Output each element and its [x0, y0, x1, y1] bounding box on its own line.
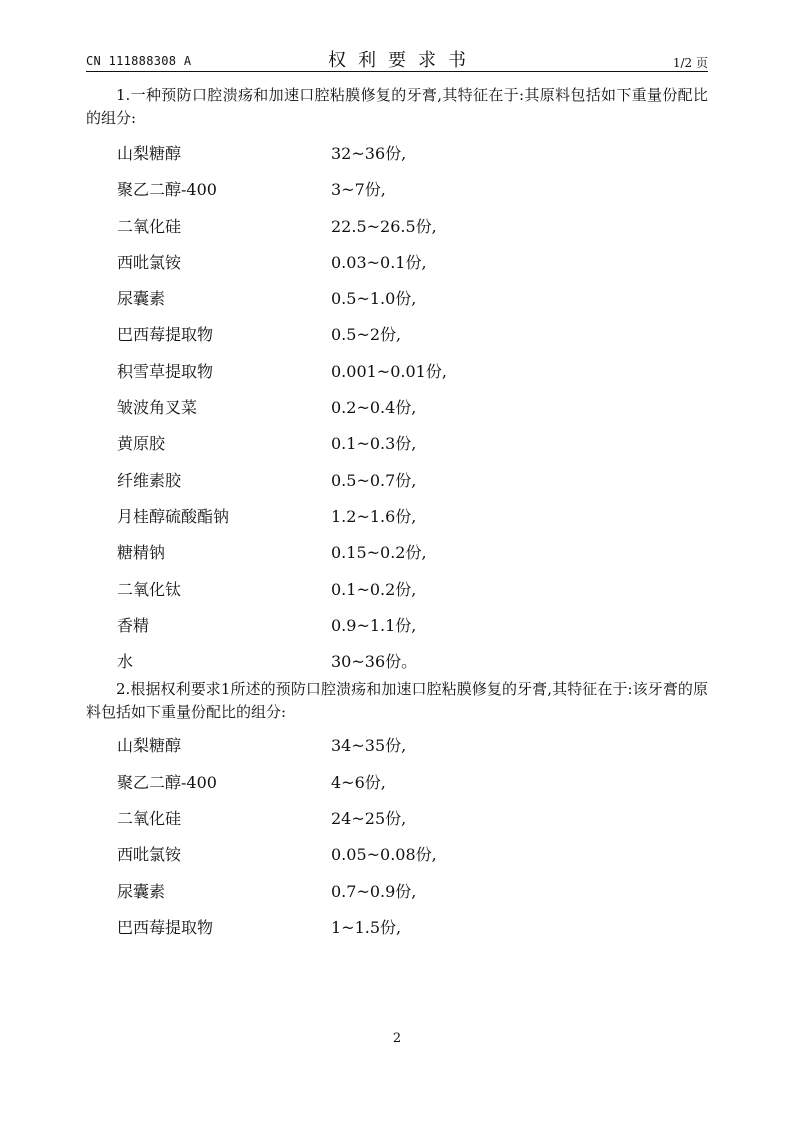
- ingredient-name: 聚乙二醇-400: [117, 772, 217, 792]
- ingredient-row: [86, 568, 708, 604]
- ingredient-row: [86, 132, 708, 168]
- ingredient-name: 山梨糖醇: [117, 736, 182, 756]
- ingredient-amount: 1~1.5份,: [331, 917, 402, 937]
- claim-1: [86, 84, 708, 676]
- ingredient-name: 纤维素胶: [117, 470, 182, 490]
- ingredient-amount: 22.5~26.5份,: [331, 216, 437, 236]
- ingredient-row: [86, 906, 708, 942]
- ingredient-row: [86, 277, 708, 313]
- ingredient-row: [86, 870, 708, 906]
- ingredient-row: [86, 459, 708, 495]
- ingredient-amount: 0.5~1.0份,: [331, 289, 417, 309]
- ingredient-row: [86, 205, 708, 241]
- claim-1-text: 1.一种预防口腔溃疡和加速口腔粘膜修复的牙膏,其特征在于:其原料包括如下重量份配比的组分:: [86, 86, 708, 127]
- ingredient-name: 聚乙二醇-400: [117, 180, 217, 200]
- ingredient-name: 皱波角叉菜: [117, 398, 198, 418]
- ingredient-row: [86, 833, 708, 869]
- ingredient-amount: 30~36份。: [331, 652, 418, 672]
- ingredient-name: 二氧化硅: [117, 809, 182, 829]
- ingredient-row: [86, 640, 708, 676]
- ingredient-amount: 0.001~0.01份,: [331, 361, 447, 381]
- page-header: [86, 44, 708, 70]
- ingredient-name: 积雪草提取物: [117, 361, 214, 381]
- ingredient-amount: 24~25份,: [331, 809, 407, 829]
- ingredient-amount: 0.15~0.2份,: [331, 543, 427, 563]
- ingredient-row: [86, 724, 708, 760]
- ingredient-row: [86, 604, 708, 640]
- ingredient-name: 月桂醇硫酸酯钠: [117, 506, 230, 526]
- ingredient-row: [86, 350, 708, 386]
- header-rule: [86, 71, 708, 72]
- ingredient-row: [86, 531, 708, 567]
- claim-2: [86, 678, 708, 942]
- ingredient-name: 巴西莓提取物: [117, 917, 214, 937]
- ingredient-amount: 0.5~0.7份,: [331, 470, 417, 490]
- claims-body: [86, 84, 708, 942]
- document-title: 权利要求书: [328, 50, 478, 71]
- ingredient-amount: 0.9~1.1份,: [331, 615, 417, 635]
- ingredient-name: 香精: [117, 615, 150, 635]
- claim-2-text: 2.根据权利要求1所述的预防口腔溃疡和加速口腔粘膜修复的牙膏,其特征在于:该牙膏的原料包括如下重量份配比的组分:: [86, 680, 708, 722]
- ingredient-amount: 1.2~1.6份,: [331, 506, 417, 526]
- ingredient-amount: 0.03~0.1份,: [331, 252, 427, 272]
- ingredient-name: 尿囊素: [117, 289, 166, 309]
- ingredient-amount: 0.7~0.9份,: [331, 881, 417, 901]
- ingredient-amount: 34~35份,: [331, 736, 407, 756]
- ingredient-amount: 0.1~0.3份,: [331, 434, 417, 454]
- claim-2-ingredient-list: [86, 724, 708, 942]
- ingredient-row: [86, 761, 708, 797]
- page-indicator: 1/2 页: [672, 56, 708, 70]
- ingredient-row: [86, 495, 708, 531]
- ingredient-name: 二氧化硅: [117, 216, 182, 236]
- claim-1-ingredient-list: [86, 132, 708, 676]
- ingredient-row: [86, 797, 708, 833]
- ingredient-name: 二氧化钛: [117, 579, 182, 599]
- ingredient-row: [86, 422, 708, 458]
- ingredient-row: [86, 168, 708, 204]
- ingredient-amount: 0.5~2份,: [331, 325, 402, 345]
- ingredient-name: 黄原胶: [117, 434, 166, 454]
- ingredient-name: 糖精钠: [117, 543, 166, 563]
- page-number: 2: [392, 1031, 402, 1046]
- ingredient-amount: 3~7份,: [331, 180, 386, 200]
- ingredient-amount: 0.1~0.2份,: [331, 579, 417, 599]
- patent-number: CN 111888308 A: [86, 54, 192, 68]
- ingredient-name: 水: [117, 652, 134, 672]
- ingredient-name: 西吡氯铵: [117, 845, 182, 865]
- ingredient-name: 巴西莓提取物: [117, 325, 214, 345]
- ingredient-row: [86, 386, 708, 422]
- ingredient-name: 山梨糖醇: [117, 144, 182, 163]
- ingredient-amount: 32~36份,: [331, 144, 407, 163]
- ingredient-row: [86, 313, 708, 349]
- ingredient-name: 尿囊素: [117, 881, 166, 901]
- ingredient-row: [86, 241, 708, 277]
- ingredient-amount: 4~6份,: [331, 772, 386, 792]
- ingredient-amount: 0.2~0.4份,: [331, 398, 417, 418]
- ingredient-amount: 0.05~0.08份,: [331, 845, 437, 865]
- ingredient-name: 西吡氯铵: [117, 252, 182, 272]
